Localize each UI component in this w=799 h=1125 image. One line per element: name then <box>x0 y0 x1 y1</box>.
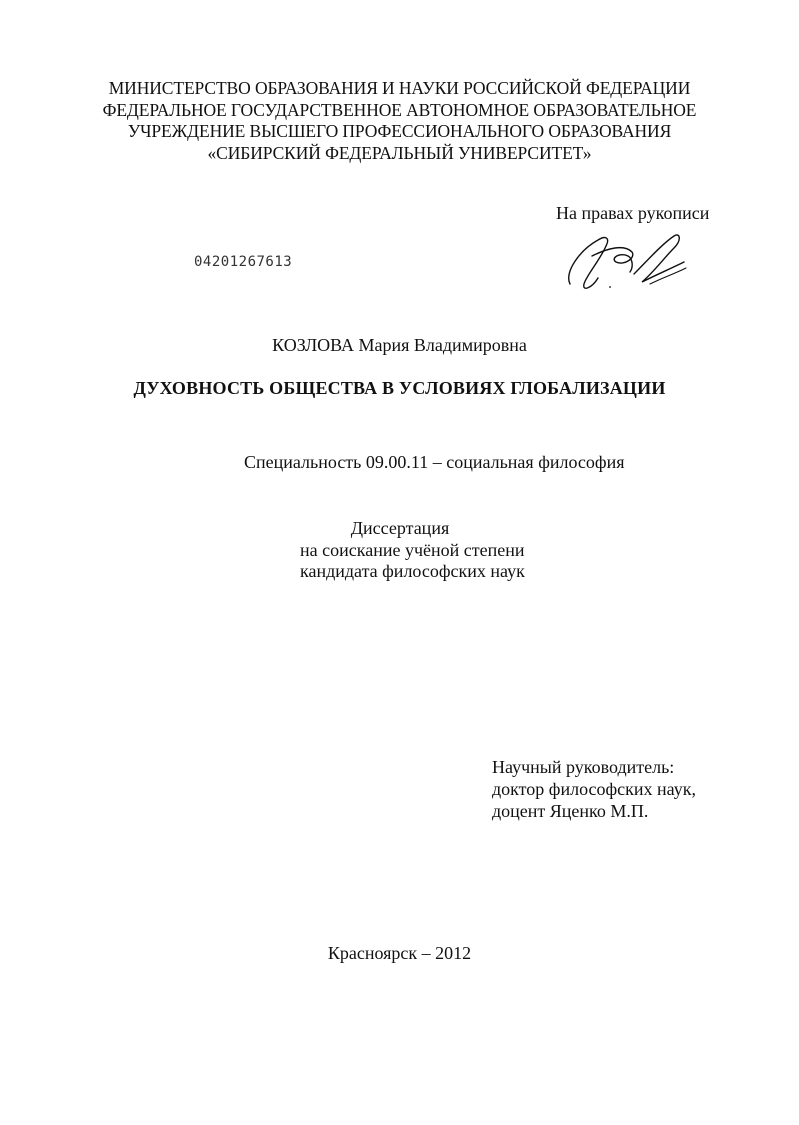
institution-header <box>0 78 799 164</box>
degree-purpose: на соискание учёной степени <box>300 539 525 560</box>
manuscript-rights-note: На правах рукописи <box>556 203 710 223</box>
specialty-code: Специальность 09.00.11 – социальная философия <box>244 452 625 472</box>
supervisor-degree: доктор философских наук, <box>492 779 696 799</box>
signature-dot <box>609 286 611 288</box>
signature-stroke-tail <box>634 235 684 282</box>
dissertation-degree-block <box>300 518 525 583</box>
thesis-title: ДУХОВНОСТЬ ОБЩЕСТВА В УСЛОВИЯХ ГЛОБАЛИЗАЦИИ <box>133 378 666 398</box>
header-line-higher-education: УЧРЕЖДЕНИЕ ВЫСШЕГО ПРОФЕССИОНАЛЬНОГО ОБРАЗОВАНИЯ <box>127 121 672 141</box>
supervisor-name: доцент Яценко М.П. <box>492 801 649 821</box>
signature-stroke-main <box>569 238 608 289</box>
degree-name: кандидата философских наук <box>300 561 525 581</box>
handwritten-signature <box>562 222 692 297</box>
header-line-university-name: «СИБИРСКИЙ ФЕДЕРАЛЬНЫЙ УНИВЕРСИТЕТ» <box>207 142 592 163</box>
dissertation-label: Диссертация <box>350 518 450 538</box>
supervisor-label: Научный руководитель: <box>492 757 675 777</box>
city-and-year: Красноярск – 2012 <box>327 943 472 963</box>
header-line-ministry: МИНИСТЕРСТВО ОБРАЗОВАНИЯ И НАУКИ РОССИЙСКОЙ ФЕДЕРАЦИИ <box>108 78 691 98</box>
archive-number: 04201267613 <box>194 254 293 270</box>
header-line-federal-institution: ФЕДЕРАЛЬНОЕ ГОСУДАРСТВЕННОЕ АВТОНОМНОЕ ОБРАЗОВАТЕЛЬНОЕ <box>102 99 697 120</box>
supervisor-block <box>492 756 696 822</box>
author-name: КОЗЛОВА Мария Владимировна <box>272 335 527 355</box>
